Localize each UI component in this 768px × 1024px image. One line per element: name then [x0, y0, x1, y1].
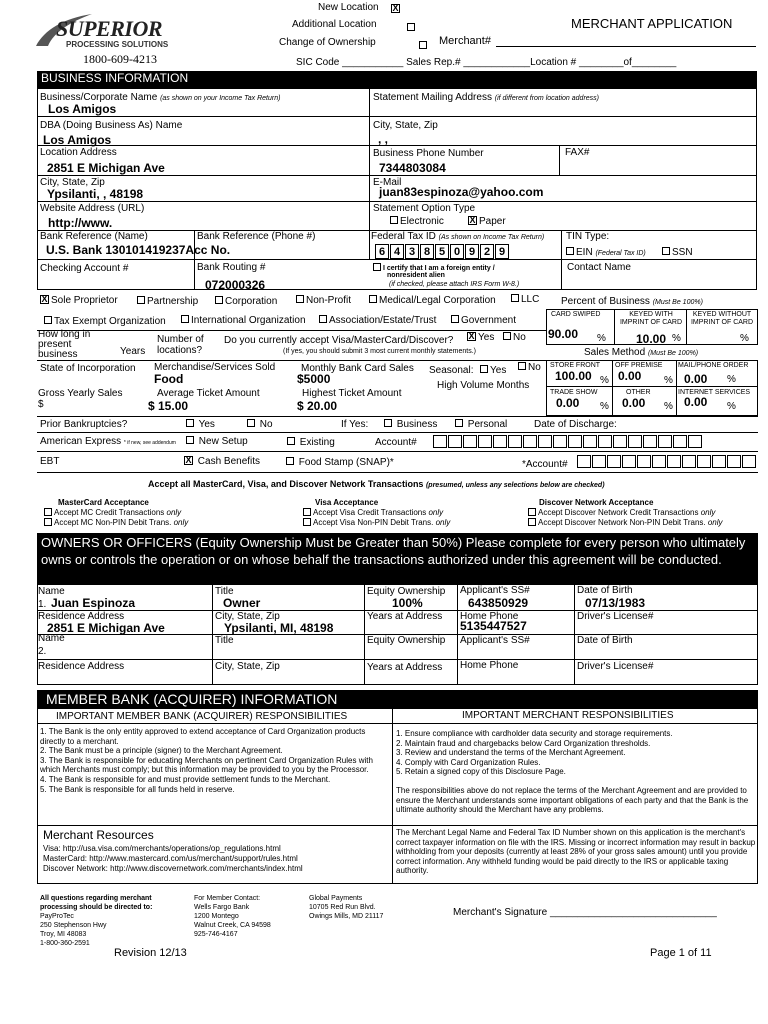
entity-taxexempt[interactable]: Tax Exempt Organization [44, 317, 166, 327]
owner-csz-label-2: City, State, Zip [215, 661, 280, 672]
equity-label: Equity Ownership [367, 586, 446, 597]
residence-1[interactable]: 2851 E Michigan Ave [47, 621, 165, 635]
pct-sign: % [664, 401, 673, 412]
seasonal-label: Seasonal: [429, 365, 474, 376]
accept-no[interactable]: No [503, 333, 526, 343]
option-electronic[interactable]: Electronic [390, 217, 444, 227]
footer-p4: 1-800-360-2591 [40, 940, 90, 947]
new-location-checkbox[interactable]: X [392, 3, 399, 14]
owner-name-label: Name [38, 586, 65, 597]
change-ownership-label: Change of Ownership [279, 37, 376, 48]
owner-title-label-2: Title [215, 635, 234, 646]
footer-q2: processing should be directed to: [40, 904, 153, 911]
avg-ticket-label: Average Ticket Amount [157, 388, 260, 399]
pct-sign: % [597, 333, 606, 344]
entity-intl[interactable]: International Organization [181, 316, 306, 326]
how-long-label: How long in present business [38, 329, 91, 360]
email-label: E-Mail [373, 177, 402, 188]
mail-csz-value[interactable]: , , [378, 132, 389, 146]
residence-label: Residence Address [38, 611, 125, 622]
new-location-label: New Location [318, 2, 379, 13]
ebt-label: EBT [40, 456, 60, 467]
dob-label: Date of Birth [577, 585, 633, 596]
visa-credit[interactable]: Accept Visa Credit Transactions only [303, 509, 443, 517]
pct-sign: % [600, 401, 609, 412]
swiped-value[interactable]: 90.00 [548, 327, 579, 341]
visa-title: Visa Acceptance [315, 498, 379, 507]
footer-g3: Owings Mills, MD 21117 [309, 913, 384, 920]
premise-label: OFF PREMISE [615, 362, 663, 369]
merch-sold-value[interactable]: Food [154, 372, 184, 386]
visa-debit[interactable]: Accept Visa Non-PIN Debit Trans. only [303, 519, 450, 527]
fax-label: FAX# [565, 147, 590, 158]
foreign-line2: nonresident alien [387, 272, 445, 279]
bankrupt-no[interactable]: No [247, 420, 273, 430]
footer-q1: All questions regarding merchant [40, 895, 152, 902]
ebt-account-boxes[interactable] [577, 455, 757, 470]
seasonal-no[interactable]: No [518, 363, 541, 373]
routing-value[interactable]: 072000326 [205, 278, 266, 292]
city-label: City, State, Zip [40, 177, 105, 188]
corp-name-label: Business/Corporate Name (as shown on your Income Tax Return) [40, 92, 281, 103]
bank-ref-label: Bank Reference (Name) [40, 231, 148, 242]
ebt-food[interactable]: Food Stamp (SNAP)* [286, 458, 394, 468]
state-inc-label: State of Incorporation [40, 363, 136, 374]
option-paper[interactable]: X Paper [469, 215, 506, 228]
resources-title: Merchant Resources [43, 828, 154, 842]
merchant-number-line [496, 46, 756, 47]
revision-label: Revision 12/13 [114, 947, 187, 959]
website-value[interactable]: http://www. [48, 216, 113, 230]
tin-ssn[interactable]: SSN [662, 248, 693, 258]
monthly-sales-value[interactable]: $5000 [297, 372, 331, 386]
owner-number-2: 2. [38, 646, 47, 657]
tin-type-label: TIN Type: [566, 231, 610, 242]
business-info-bar: BUSINESS INFORMATION [37, 71, 757, 89]
entity-partnership[interactable]: Partnership [137, 297, 198, 307]
percent-title: Percent of Business (Must Be 100%) [561, 296, 703, 307]
tax-id-label: Federal Tax ID (As shown on Income Tax Return) [371, 231, 545, 242]
highest-ticket-value[interactable]: $ 20.00 [297, 399, 338, 413]
pct-sign: % [727, 374, 736, 385]
amex-account-label: Account# [375, 437, 417, 448]
internet-value[interactable]: 0.00 [684, 395, 708, 409]
amex-existing[interactable]: Existing [287, 438, 335, 448]
store-value[interactable]: 100.00 [555, 369, 592, 383]
dba-label: DBA (Doing Business As) Name [40, 120, 183, 131]
entity-assoc[interactable]: Association/Estate/Trust [319, 316, 436, 326]
footer-p1: PayProTec [40, 913, 74, 920]
signature-line[interactable]: Merchant's Signature ______________________________ [453, 907, 717, 918]
seasonal-yes[interactable]: Yes [480, 366, 506, 376]
footer-p3: Troy, MI 48083 [40, 931, 87, 938]
bankrupt-business[interactable]: Business [384, 420, 437, 430]
foreign-line3: (if checked, please attach IRS Form W-8.) [389, 281, 520, 288]
email-value[interactable]: juan83espinoza@yahoo.com [379, 185, 544, 199]
phone-value[interactable]: 7344803084 [379, 161, 446, 175]
numloc-label: Number of locations? [157, 334, 204, 356]
corp-name-value[interactable]: Los Amigos [48, 102, 117, 116]
disc-credit[interactable]: Accept Discover Network Credit Transactions only [528, 509, 715, 517]
owner-title-1[interactable]: Owner [223, 596, 261, 610]
entity-govt[interactable]: Government [451, 316, 516, 326]
foreign-entity[interactable]: I certify that I am a foreign entity / [373, 264, 495, 272]
monthly-sales-label: Monthly Bank Card Sales [301, 363, 414, 374]
location-value[interactable]: 2851 E Michigan Ave [47, 161, 165, 175]
entity-sole[interactable]: X Sole Proprietor [41, 294, 118, 307]
accept-note: (If yes, you should submit 3 most current monthly statements.) [283, 348, 476, 355]
bank-ref-value[interactable]: U.S. Bank 130101419237Acc No. [46, 243, 231, 257]
pct-sign: % [727, 401, 736, 412]
bank-left-head: IMPORTANT MEMBER BANK (ACQUIRER) RESPONSIBILITIES [56, 711, 348, 722]
owner-csz-1[interactable]: Ypsilanti, MI, 48198 [224, 621, 334, 635]
page-number: Page 1 of 11 [650, 947, 712, 959]
dob-label-2: Date of Birth [577, 635, 633, 646]
sic-line: SIC Code ___________ Sales Rep.# ____________Location # ________of________ [296, 57, 677, 68]
page-title: MERCHANT APPLICATION [571, 16, 733, 31]
footer-c1: Wells Fargo Bank [194, 904, 250, 911]
home-phone-label: Home Phone [460, 611, 519, 622]
ss-label-2: Applicant's SS# [460, 635, 530, 646]
checking-label: Checking Account # [40, 263, 129, 274]
bank-phone-label: Bank Reference (Phone #) [197, 231, 316, 242]
additional-location-label: Additional Location [292, 19, 377, 30]
footer-c3: Walnut Creek, CA 94598 [194, 922, 271, 929]
gross-dollar: $ [38, 399, 44, 410]
mail-address-label: Statement Mailing Address (if different from location address) [373, 92, 599, 103]
high-volume-label: High Volume Months [437, 380, 530, 391]
phone-label: Business Phone Number [373, 148, 484, 159]
bank-right-list: 1. Ensure compliance with cardholder data security and storage requirements. 2. Maintain fraud and chargebacks below Card Organization thresholds. 3. Review and understand the terms of the Merchant Agreement. 4. Comply with Card Organization Rules. 5. Retain a signed copy of this Disclosure Page. The responsibilities above do not replace the terms of the Merchant Agreement and are provided to ensure the Merchant understands some important obligations of each party and that the Bank is the ultimate authority should the Merchant have any problems. [396, 729, 749, 815]
footer-c2: 1200 Montego [194, 913, 239, 920]
home-phone-label-2: Home Phone [460, 660, 519, 671]
owner-number-1: 1. [38, 599, 47, 610]
years-address-label-2: Years at Address [367, 662, 443, 673]
ifyes-label: If Yes: [341, 419, 369, 430]
discharge-label: Date of Discharge: [534, 419, 617, 430]
ss-1[interactable]: 643850929 [468, 596, 529, 610]
footer-c0: For Member Contact: [194, 895, 261, 902]
bankrupt-label: Prior Bankruptcies? [40, 419, 128, 430]
location-label: Location Address [40, 147, 117, 158]
pct-sign: % [664, 375, 673, 386]
mc-debit[interactable]: Accept MC Non-PIN Debit Trans. only [44, 519, 188, 527]
owner-csz-label: City, State, Zip [215, 611, 280, 622]
license-label-2: Driver's License# [577, 661, 654, 672]
bank-left-list: 1. The Bank is the only entity approved to extend acceptance of Card Organization products directly to a merchant. 2. The Bank must be a principle (signer) to the Merchant Agreement. 3. The Bank is responsible for educating Merchants on pertinent Card Organization Rules with which Merchants must comply; but this information may be provided to you by the Processor. 4. The Bank is responsible for and must provide settlement funds to the Merchant. 5. The Bank is responsible for all funds held in reserve. [40, 727, 373, 794]
tax-paragraph: The Merchant Legal Name and Federal Tax ID Number shown on this application is the merchant's correct taxpayer information on file with the IRS. Missing or incorrect information may result in backup withholding from your deposits (currently at least 28% of your gross sales amount) until you provide correct information. Any withheld funding would be paid directly to the IRS or applicable taxing authority. [396, 828, 756, 876]
tin-ein[interactable]: EIN (Federal Tax ID) [566, 248, 646, 258]
owner-title-label: Title [215, 586, 234, 597]
amex-account-boxes[interactable] [433, 435, 703, 450]
change-ownership-checkbox[interactable] [419, 41, 427, 49]
dba-value[interactable]: Los Amigos [43, 133, 112, 147]
noimprint-label: KEYED WITHOUT IMPRINT OF CARD [690, 311, 754, 327]
sales-method-title: Sales Method (Must Be 100%) [584, 347, 699, 358]
website-label: Website Address (URL) [40, 203, 145, 214]
footer-c4: 925-746-4167 [194, 931, 238, 938]
additional-location-checkbox[interactable] [407, 23, 415, 31]
footer-p2: 250 Stephenson Hwy [40, 922, 107, 929]
ebt-account-label: *Account# [522, 459, 568, 470]
entity-medical[interactable]: Medical/Legal Corporation [369, 296, 496, 306]
other-value[interactable]: 0.00 [622, 396, 646, 410]
logo-phone: 1800-609-4213 [83, 52, 157, 66]
imprint-value[interactable]: 10.00 [636, 332, 667, 346]
internet-label: INTERNET SERVICES [678, 389, 751, 396]
dob-1[interactable]: 07/13/1983 [585, 596, 646, 610]
routing-label: Bank Routing # [197, 262, 266, 273]
years-address-label: Years at Address [367, 611, 443, 622]
other-label: OTHER [626, 389, 651, 396]
imprint-label: KEYED WITH IMPRINT OF CARD [619, 311, 683, 327]
accept-question: Do you currently accept Visa/MasterCard/Discover? [224, 335, 454, 346]
merch-sold-label: Merchandise/Services Sold [154, 362, 276, 373]
merchant-number-label: Merchant# [439, 35, 491, 47]
trade-label: TRADE SHOW [550, 389, 598, 396]
ebt-cash[interactable]: X Cash Benefits [185, 455, 261, 468]
mail-label: MAIL/PHONE ORDER [678, 362, 749, 369]
logo [34, 12, 199, 52]
avg-ticket-value[interactable]: $ 15.00 [148, 399, 189, 413]
mc-credit[interactable]: Accept MC Credit Transactions only [44, 509, 181, 517]
disc-debit[interactable]: Accept Discover Network Non-PIN Debit Trans. only [528, 519, 723, 527]
bankrupt-yes[interactable]: Yes [186, 420, 215, 430]
pct-sign: % [600, 375, 609, 386]
footer-g1: Global Payments [309, 895, 363, 902]
owner-name-1[interactable]: Juan Espinoza [51, 596, 136, 610]
accept-all-line: Accept all MasterCard, Visa, and Discover Network Transactions (presumed, unless any selections below are checked) [148, 479, 605, 489]
home-phone-1[interactable]: 5135447527 [460, 619, 527, 633]
equity-1[interactable]: 100% [392, 596, 423, 610]
mail-value[interactable]: 0.00 [684, 372, 708, 386]
mail-csz-label: City, State, Zip [373, 120, 438, 131]
resource-visa[interactable]: Visa: http://usa.visa.com/merchants/operations/op_regulations.html [43, 844, 281, 853]
trade-value[interactable]: 0.00 [556, 396, 580, 410]
disc-title: Discover Network Acceptance [539, 498, 654, 507]
logo-subtitle: PROCESSING SOLUTIONS [66, 40, 169, 49]
years-label: Years [120, 346, 146, 357]
residence-label-2: Residence Address [38, 661, 125, 672]
highest-ticket-label: Highest Ticket Amount [302, 388, 402, 399]
member-bank-bar: MEMBER BANK (ACQUIRER) INFORMATION [37, 690, 758, 709]
store-label: STORE FRONT [550, 362, 601, 369]
swiped-label: CARD SWIPED [551, 311, 601, 318]
license-label: Driver's License# [577, 611, 654, 622]
gross-label: Gross Yearly Sales [38, 388, 123, 399]
pct-sign: % [672, 333, 681, 344]
entity-llc[interactable]: LLC [511, 295, 539, 305]
entity-nonprofit[interactable]: Non-Profit [296, 296, 351, 306]
premise-value[interactable]: 0.00 [618, 369, 642, 383]
city-value[interactable]: Ypsilanti, , 48198 [47, 187, 144, 201]
bankrupt-personal[interactable]: Personal [455, 420, 507, 430]
statement-option-label: Statement Option Type [373, 203, 476, 214]
tax-id-digits[interactable]: 6 4 3 8 5 0 9 2 9 [375, 244, 510, 259]
pct-sign: % [740, 333, 749, 344]
ss-label: Applicant's SS# [460, 585, 530, 596]
owner-name-label-2: Name [38, 633, 65, 644]
logo-brand: SUPERIOR [56, 16, 163, 41]
contact-name-label: Contact Name [567, 262, 631, 273]
resource-mc[interactable]: MasterCard: http://www.mastercard.com/us/merchant/support/rules.html [43, 854, 298, 863]
resource-discover[interactable]: Discover Network: http://www.discovernetwork.com/merchants/index.html [43, 864, 303, 873]
amex-label: American Express * if new, see addendum [40, 436, 176, 447]
footer-g2: 10705 Red Run Blvd. [309, 904, 376, 911]
equity-label-2: Equity Ownership [367, 635, 446, 646]
mc-title: MasterCard Acceptance [58, 498, 149, 507]
bank-right-head: IMPORTANT MERCHANT RESPONSIBILITIES [462, 710, 674, 721]
entity-corporation[interactable]: Corporation [215, 297, 277, 307]
accept-yes[interactable]: X Yes [468, 331, 495, 344]
amex-newsetup[interactable]: New Setup [186, 437, 248, 447]
owners-bar: OWNERS OR OFFICERS (Equity Ownership Must be Greater than 50%) Please complete for every person who ultimately owns or controls the operation or on whose behalf the transactions authorized under this agreement will be conducted. [37, 533, 758, 585]
